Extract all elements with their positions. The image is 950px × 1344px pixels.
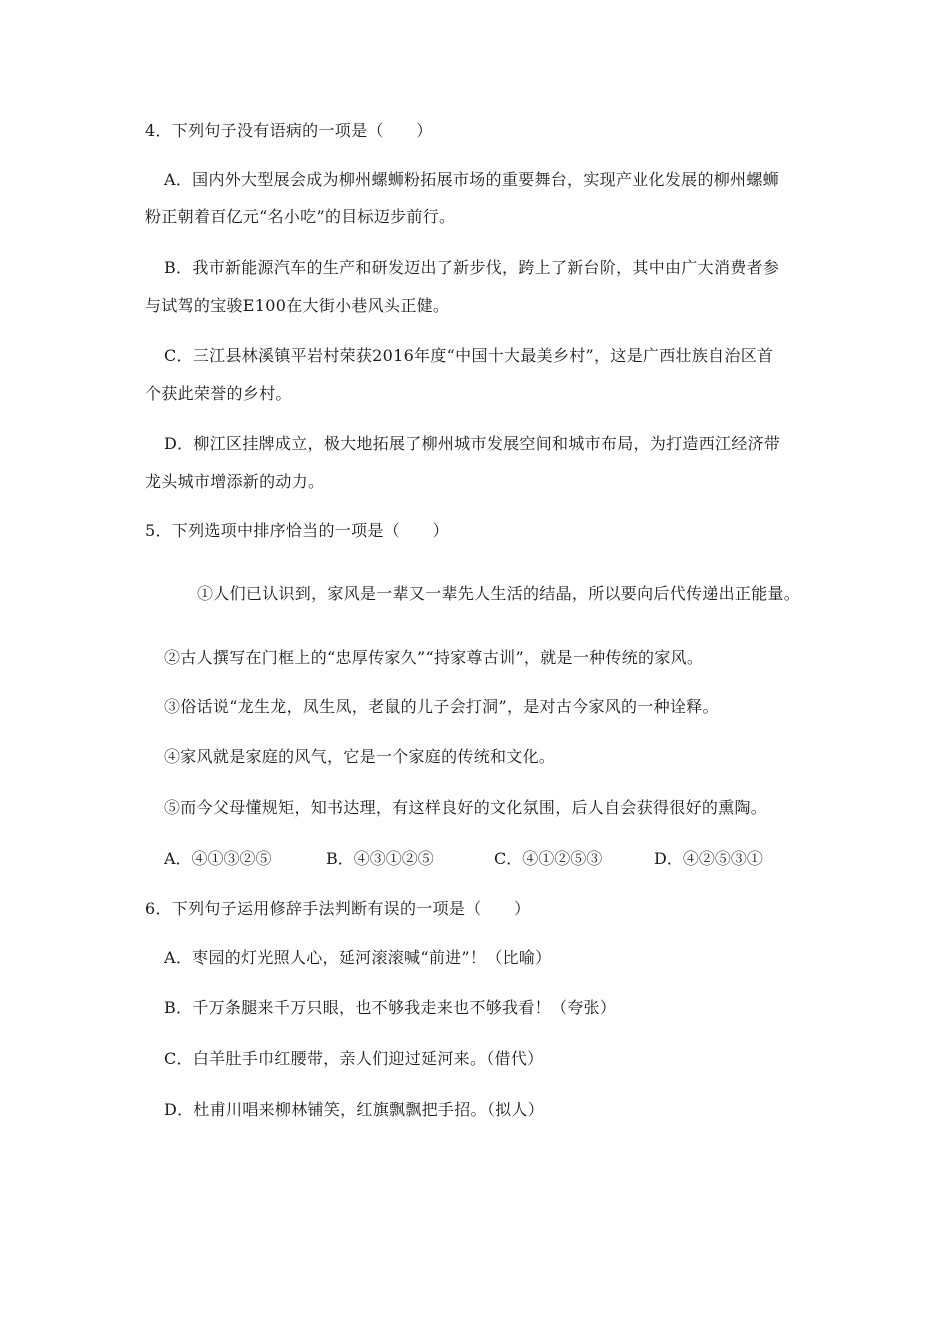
q5-options-row xyxy=(0,849,950,869)
q6-option-d: D．杜甫川唱来柳林铺笑，红旗飘飘把手招。（拟人） xyxy=(164,1100,545,1119)
q6-option-a: A．枣园的灯光照人心，延河滚滚喊“前进”！（比喻） xyxy=(164,948,552,967)
q5-sentence-4: ④家风就是家庭的风气，它是一个家庭的传统和文化。 xyxy=(164,747,556,766)
q4-option-b-line1: B．我市新能源汽车的生产和研发迈出了新步伐，跨上了新台阶，其中由广大消费者参 xyxy=(164,258,780,277)
q5-option-a: A．④①③②⑤ xyxy=(164,849,272,868)
q4-option-c-line2: 个获此荣誉的乡村。 xyxy=(145,384,292,403)
q4-stem: 4．下列句子没有语病的一项是（ ） xyxy=(145,121,433,140)
q5-sentence-2: ②古人撰写在门框上的“忠厚传家久”“持家尊古训”，就是一种传统的家风。 xyxy=(164,648,704,667)
q5-sentence-3: ③俗话说“龙生龙，凤生凤，老鼠的儿子会打洞”，是对古今家风的一种诠释。 xyxy=(164,697,719,716)
q4-option-d-line2: 龙头城市增添新的动力。 xyxy=(145,472,325,491)
q5-sentence-1: ①人们已认识到，家风是一辈又一辈先人生活的结晶，所以要向后代传递出正能量。 xyxy=(197,584,801,603)
q5-option-b: B．④③①②⑤ xyxy=(326,849,434,868)
q4-option-d-line1: D．柳江区挂牌成立，极大地拓展了柳州城市发展空间和城市布局，为打造西江经济带 xyxy=(164,434,781,453)
q4-option-c-line1: C．三江县林溪镇平岩村荣获2016年度“中国十大最美乡村”，这是广西壮族自治区首 xyxy=(164,346,774,365)
q5-sentence-5: ⑤而今父母懂规矩，知书达理，有这样良好的文化氛围，后人自会获得很好的熏陶。 xyxy=(164,798,768,817)
q6-stem: 6．下列句子运用修辞手法判断有误的一项是（ ） xyxy=(145,899,531,918)
q4-option-b-line2: 与试驾的宝骏E100在大街小巷风头正健。 xyxy=(145,296,450,315)
q5-stem: 5．下列选项中排序恰当的一项是（ ） xyxy=(145,521,449,540)
q5-option-d: D．④②⑤③① xyxy=(654,849,763,868)
q5-option-c: C．④①②⑤③ xyxy=(494,849,603,868)
q4-option-a-line1: A．国内外大型展会成为柳州螺蛳粉拓展市场的重要舞台，实现产业化发展的柳州螺蛳 xyxy=(164,170,779,189)
q6-option-b: B．千万条腿来千万只眼，也不够我走来也不够我看！（夸张） xyxy=(164,998,617,1017)
q4-option-a-line2: 粉正朝着百亿元“名小吃”的目标迈步前行。 xyxy=(145,207,456,226)
q6-option-c: C．白羊肚手巾红腰带，亲人们迎过延河来。（借代） xyxy=(164,1049,544,1068)
